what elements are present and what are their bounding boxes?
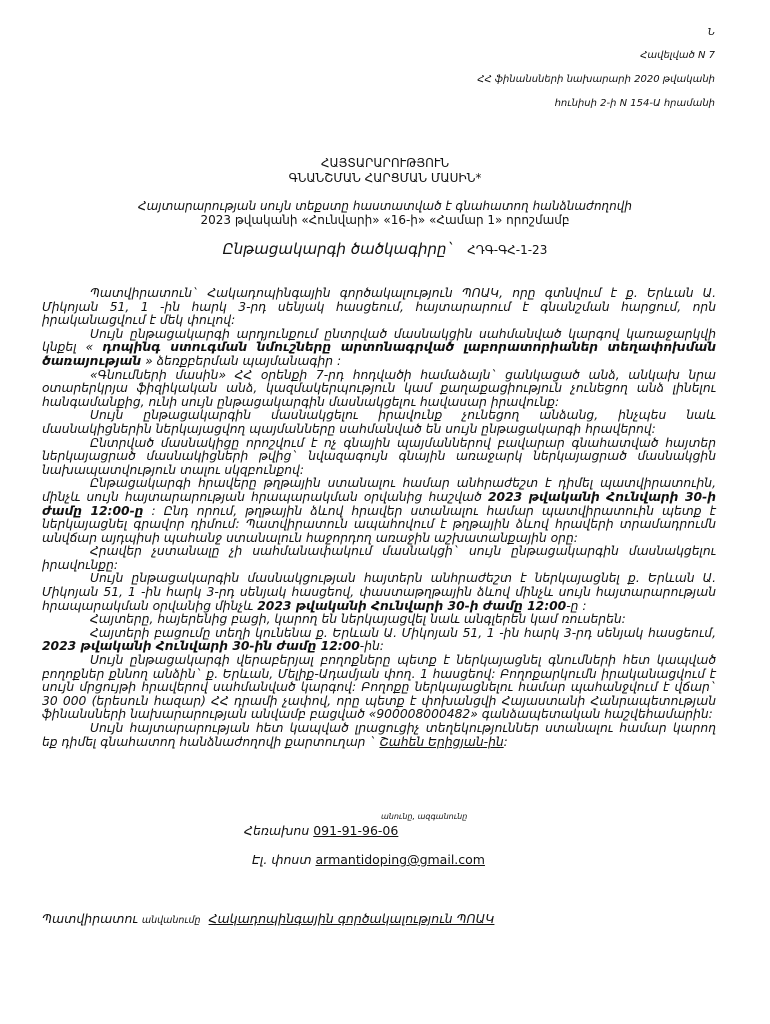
customer-signature-line: [42, 911, 494, 926]
paragraph-10: Հայտերի բացումը տեղի կունենա ք. Երևան Ա. Միկոյան 51, 1 -ին հարկ 3-րդ սենյակ հասցեում, 2023 թվականի Հունվարի 30-ին ժամը 12:00-ին:: [42, 625, 716, 654]
email-label: Էլ. փոստ: [252, 852, 312, 867]
paragraph-12: Սույն հայտարարության հետ կապված լրացուցիչ տեղեկություններ ստանալու համար կարող եք դիմել գնահատող հանձնաժողովի քարտուղար ` Շահեն Երիցյան-ին:: [42, 721, 716, 749]
paragraph-8: Սույն ընթացակարգին մասնակցության հայտերն անհրաժեշտ է ներկայացնել ք. Երևան Ա. Միկոյան 51, 1 -ին հարկ 3-րդ սենյակ հասցեով, փաստաթղթային ձևով մինչև սույն հայտարարության հրապարակման օրվանից մինչև 2023 թվականի Հունվարի 30-ի ժամը 12:00-ը :: [42, 571, 716, 613]
name-surname-caption: անունը, ազգանունը: [381, 812, 468, 821]
paragraph-1: Պատվիրատուն` Հակադոպինգային գործակալություն ՊՈԱԿ, որը գտնվում է ք. Երևան Ա. Միկոյան 51, 1 -ին հարկ 3-րդ սենյակ հասցեում, հայտարարում է գնանշման հարցում, որն իրականացվում է մեկ փուլով:: [42, 286, 716, 328]
order-reference-line1: ՀՀ ֆինանսների նախարարի 2020 թվականի: [477, 74, 715, 85]
phone-number: 091-91-96-06: [313, 823, 399, 838]
phone-label: Հեռախոս: [244, 823, 310, 838]
paragraph-3: «Գնումների մասին» ՀՀ օրենքի 7-րդ հոդվածի համաձայն` ցանկացած անձ, անկախ նրա օտարերկրյա ֆիզիկական անձ, կազմակերպություն կամ քաղաքացիություն չունեցող անձ լինելու հանգամանքից, ունի սույն ընթացակարգին մասնակցելու հավասար իրավունք:: [42, 367, 716, 409]
title-note-line2: 2023 թվականի «Հունվարի» «16-ի» «Համար 1» որոշմամբ: [200, 213, 570, 227]
procedure-code-label: Ընթացակարգի ծածկագիրը`: [222, 240, 455, 258]
customer-label: Պատվիրատու: [42, 911, 138, 926]
header-mark: Ն: [707, 27, 715, 38]
document-body: [42, 287, 716, 749]
paragraph-7: Հրավեր չստանալը չի սահմանափակում մասնակցի` սույն ընթացակարգին մասնակցելու իրավունքը:: [42, 544, 716, 572]
contact-person: Շահեն Երիցյան-ին: [379, 734, 504, 749]
paragraph-9: Հայտերը, հայերենից բացի, կարող են ներկայացվել նաև անգլերեն կամ ռուսերեն:: [90, 612, 626, 627]
phone-line: [244, 823, 398, 838]
customer-name: Հակադոպինգային գործակալություն ՊՈԱԿ: [208, 911, 495, 926]
procedure-code-line: [0, 239, 770, 258]
order-reference-line2: հունիսի 2-ի N 154-Ա հրամանի: [554, 98, 715, 109]
email-line: [252, 852, 485, 867]
annex-number: Հավելված N 7: [640, 50, 715, 61]
document-subtitle: ԳՆԱՆՇՄԱՆ ՀԱՐՑՄԱՆ ՄԱՍԻՆ*: [288, 171, 482, 185]
name-caption: անվանումը: [141, 915, 201, 926]
paragraph-5: Ընտրված մասնակիցը որոշվում է ոչ գնային պայմաններով բավարար գնահատված հայտեր ներկայացրած մասնակիցների թվից` նվազագույն գնային առաջարկ ներկայացրած մասնակցին նախապատվություն տալու սկզբունքով:: [42, 435, 716, 477]
procedure-code: ՀԴԳ-ԳՀ-1-23: [467, 243, 548, 257]
paragraph-11: Սույն ընթացակարգի վերաբերյալ բողոքները պետք է ներկայացնել գնումների հետ կապված բողոքներ քննող անձին` ք. Երևան, Մելիք-Ադամյան փող. 1 հասցեով: Բողոքարկումն իրականացվում է սույն մրցույթի հրավերով սահմանված կարգով: Բողոքը ներկայացնելու համար պահանջվում է վճար` 30 000 (երեսուն հազար) ՀՀ դրամի չափով, որը պետք է փոխանցվի Հայաստանի Հանրապետության ֆինանսների նախարարության անվամբ բացված «900008000482» գանձապետական հաշվեհամարին:: [42, 653, 716, 722]
paragraph-4: Սույն ընթացակարգին մասնակցելու իրավունք չունեցող անձանց, ինչպես նաև մասնակիցներին ներկայացվող պայմանները սահմանված են սույն ընթացակարգի հրավերով:: [42, 408, 716, 436]
title-note-line1: Հայտարարության սույն տեքստը հաստատված է գնահատող հանձնաժողովի: [138, 199, 632, 213]
email-link[interactable]: armantidoping@gmail.com: [315, 852, 485, 867]
document-title: ՀԱՅՏԱՐԱՐՈՒԹՅՈՒՆ: [320, 156, 450, 170]
paragraph-6: Ընթացակարգի հրավերը թղթային ստանալու համար անհրաժեշտ է դիմել պատվիրատուին, մինչև սույն հայտարարության հրապարակման օրվանից հաշված 2023 թվականի Հունվարի 30-ի ժամը 12:00-ը : Ընդ որում, թղթային ձևով հրավեր ստանալու համար պատվիրատուին պետք է ներկայացնել գրավոր դիմում: Պատվիրատուն ապահովում է թղթային ձևով հրավերի տրամադրումն անվճար այդպիսի պահանջ ստանալուն հաջորդող առաջին աշխատանքային օրը:: [42, 476, 716, 545]
paragraph-2: Սույն ընթացակարգի արդյունքում ընտրված մասնակցին սահմանված կարգով կառաջարկվի կնքել « դոպինգ ստուգման նմուշները արտոնագրված լաբորատորիաներ տեղափոխման ծառայության » ձեռքբերման պայմանագիր :: [42, 326, 716, 368]
